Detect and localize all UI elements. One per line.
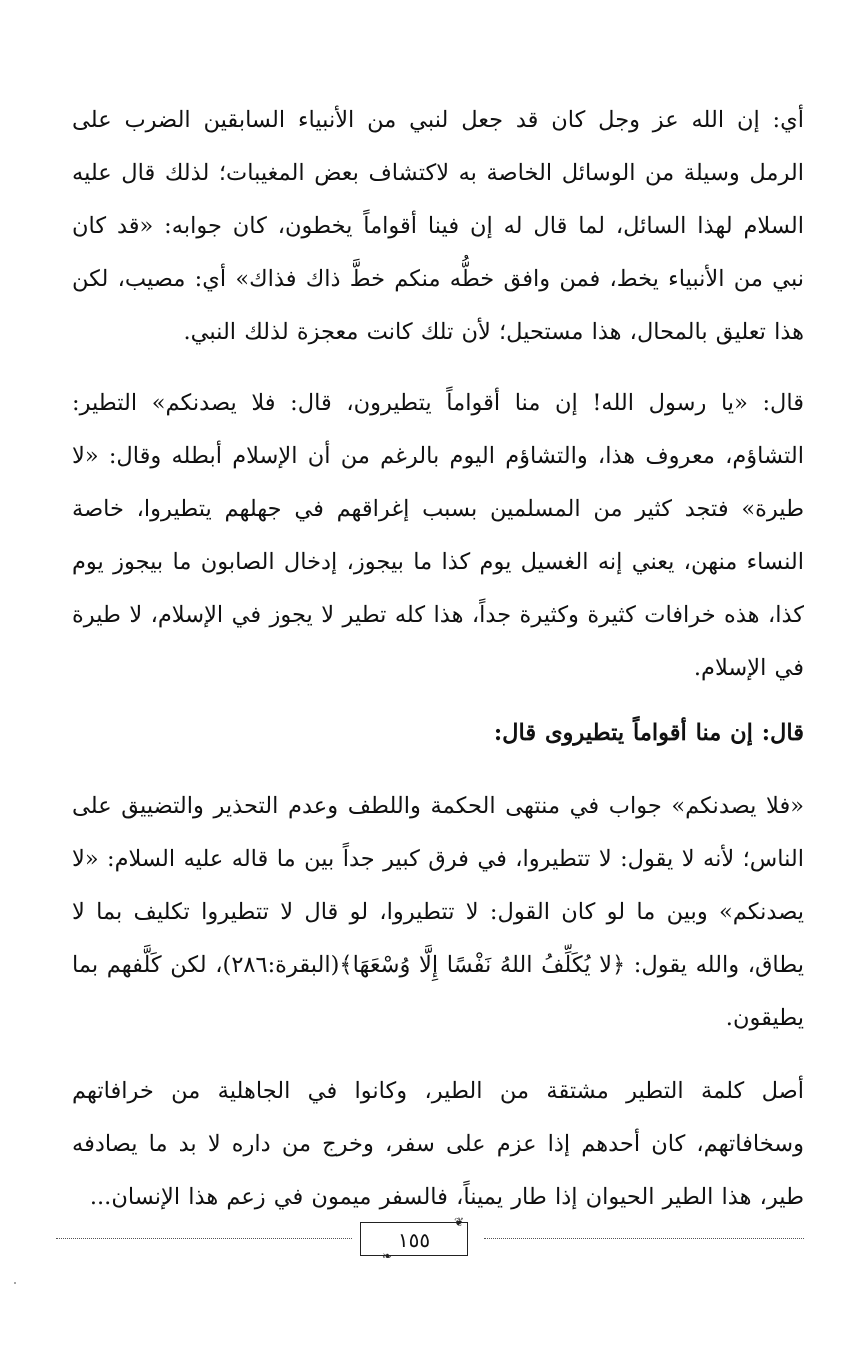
paragraph-5: أصل كلمة التطير مشتقة من الطير، وكانوا في الجاهلية من خرافاتهم وسخافاتهم، كان أحدهم إذا عزم على سفر، وخرج من داره لا بد ما يصادفه طير، هذا الطير الحيوان إذا طار يميناً، فالسفر ميمون في زعم هذا الإنسان... (72, 1078, 804, 1210)
page-number-frame (360, 1215, 468, 1263)
body-text (72, 94, 804, 1224)
footer-rule-right (484, 1238, 804, 1239)
ornament-icon: ❧ (382, 1249, 393, 1263)
scan-speck (14, 1282, 16, 1284)
paragraph-1: أي: إن الله عز وجل كان قد جعل لنبي من الأنبياء السابقين الضرب على الرمل وسيلة من الوسائل الخاصة به لاكتشاف بعض المغيبات؛ لذلك قال عليه السلام لهذا السائل، لما قال له إن فينا أقواماً يخطون، كان جوابه: «قد كان نبي من الأنبياء يخط، فمن وافق خطُّه منكم خطَّ ذاك فذاك» أي: مصيب، لكن هذا تعليق بالمحال، هذا مستحيل؛ لأن تلك كانت معجزة لذلك النبي. (72, 107, 804, 345)
footer-rule-left (56, 1238, 352, 1239)
paragraph-2: قال: «يا رسول الله! إن منا أقواماً يتطيرون، قال: فلا يصدنكم» التطير: التشاؤم، معروف هذا، والتشاؤم اليوم بالرغم من أن الإسلام أبطله وقال: «لا طيرة» فتجد كثير من المسلمين بسبب إغراقهم في جهلهم يتطيروا، خاصة النساء منهن، يعني إنه الغسيل يوم كذا ما بيجوز، إدخال الصابون ما بيجوز يوم كذا، هذه خرافات كثيرة وكثيرة جداً، هذا كله تطير لا يجوز في الإسلام، لا طيرة في الإسلام. (72, 390, 804, 681)
paragraph-4: «فلا يصدنكم» جواب في منتهى الحكمة واللطف وعدم التحذير والتضييق على الناس؛ لأنه لا يقول: لا تتطيروا، في فرق كبير جداً بين ما قاله عليه السلام: «لا يصدنكم» وبين ما لو كان القول: لا تتطيروا، لو قال لا تتطيروا تكليف بما لا يطاق، والله يقول: ﴿لا يُكَلِّفُ اللهُ نَفْسًا إِلَّا وُسْعَهَا﴾(البقرة:٢٨٦)، لكن كَلَّفهم بما يطيقون. (72, 793, 805, 1031)
ornament-icon: ❦ (453, 1215, 464, 1229)
frame-top-border (360, 1222, 468, 1223)
page-number: ١٥٥ (397, 1228, 431, 1252)
page-footer (56, 1215, 804, 1263)
paragraph-3-heading: قال: إن منا أقواماً يتطيروى قال: (493, 720, 804, 746)
frame-bottom-border (360, 1255, 468, 1256)
